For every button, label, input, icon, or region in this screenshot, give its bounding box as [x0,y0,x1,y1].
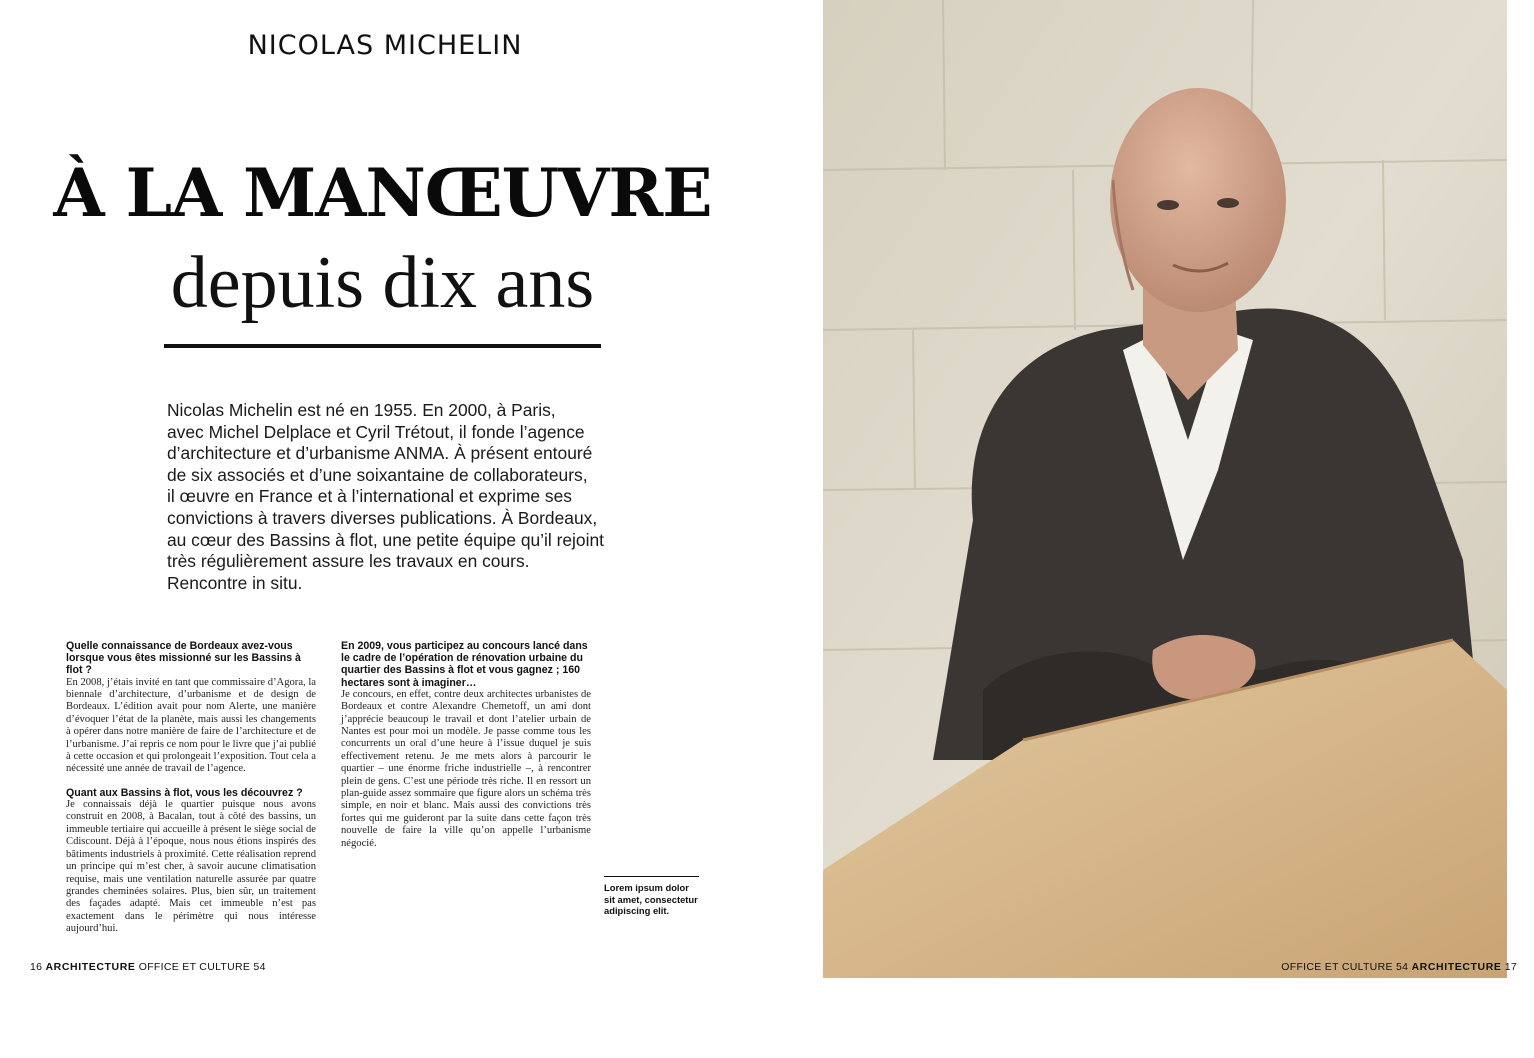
footer-section-left: ARCHITECTURE [45,961,136,973]
intro-line: au cœur des Bassins à flot, une petite équipe qu’il rejoint [167,529,604,550]
headline-rule [164,344,601,348]
footer-magazine-left: OFFICE ET CULTURE 54 [138,961,266,973]
footer-section-right: ARCHITECTURE [1411,961,1502,973]
footer-right [1281,961,1517,973]
footer-magazine-right: OFFICE ET CULTURE 54 [1281,961,1409,973]
kicker-name: NICOLAS MICHELIN [247,30,523,61]
intro-line: d’architecture et d’urbanisme ANMA. À présent entouré [167,443,593,464]
footer-left [30,961,266,973]
caption-rule [604,876,699,877]
interview-column-1 [66,640,316,1058]
photo-caption: Lorem ipsum dolor sit amet, consectetur adipiscing elit. [604,882,698,917]
intro-line: de six associés et d’une soixantaine de collaborateurs, [167,464,588,485]
intro-line: très régulièrement assure les travaux en cours. [167,551,530,572]
intro-line: il œuvre en France et à l’international et exprime ses [167,486,572,507]
intro-line: convictions à travers diverses publications. À Bordeaux, [167,507,598,528]
page-number-left: 16 [30,961,43,973]
headline-sub: depuis dix ans [170,242,595,324]
intro-line: Rencontre in situ. [167,572,303,593]
interview-answer: En 2008, j’étais invité en tant que commissaire d’Agora, la biennale d’architecture, d’urbanisme et de design de Bordeaux. L’édition avait pour nom Alerte, une manière d’évoquer l’état de la planète, mais aussi les changements à opérer dans notre manière de faire de l’architecture et de l’urbanisme. J’ai repris ce nom pour le livre que j’ai publié à cette occasion et qui prolongeait l’exposition. Tout cela a nécessité une année de travail de l’agence. [66,676,316,775]
page-number-right: 17 [1504,961,1517,973]
portrait-photo [823,0,1507,978]
interview-question: En 2009, vous participez au concours lancé dans le cadre de l’opération de rénovation urbaine du quartier des Bassins à flot et vous gagnez ; 160 hectares sont à imaginer… [341,640,588,689]
intro-line: Nicolas Michelin est né en 1955. En 2000, à Paris, [167,400,556,420]
interview-question: Quelle connaissance de Bordeaux avez-vous lorsque vous êtes missionné sur les Bassins à flot ? [66,640,301,677]
headline-main: À LA MANŒUVRE [53,154,712,232]
intro-paragraph [167,400,637,594]
interview-column-2 [341,640,591,861]
interview-answer: Je connaissais déjà le quartier puisque nous avons construit en 2008, à Bacalan, tout à côté des bassins, un immeuble tertiaire qui accueille à présent le siège social de Cdiscount. Déjà à l’époque, nous nous étions inspirés des bâtiments industriels à proximité. Cette réalisation reprend un principe qui m’est cher, à savoir aucune climatisation requise, mais une ventilation naturelle assurée par quatre grandes cheminées solaires. Plus, bien sûr, un traitement des façades adapté. Mais cet immeuble n’est pas exactement dans le périmètre qui nous intéresse aujourd’hui. [66,799,316,935]
interview-answer: Je concours, en effet, contre deux architectes urbanistes de Bordeaux et contre Alexandre Chemetoff, un ami dont j’apprécie beaucoup le travail et dont l’atelier urbain de Nantes est pour moi un modèle. Je passe comme tous les concurrents un oral d’une heure à l’issue duquel je suis effectivement retenu. Je me mets alors à parcourir le quartier – une énorme friche industrielle –, à rencontrer plein de gens. C’est une période très riche. Il en ressort un plan-guide assez sommaire que figure alors un schéma très simple, en noir et blanc. Mais aussi des convictions très fortes qui me guideront par la suite dans cette façon très nouvelle de faire la ville qu’on appelle l’urbanisme négocié. [341,688,591,849]
interview-question: Quant aux Bassins à flot, vous les découvrez ? [66,786,303,799]
intro-line: avec Michel Delplace et Cyril Trétout, il fonde l’agence [167,421,585,442]
